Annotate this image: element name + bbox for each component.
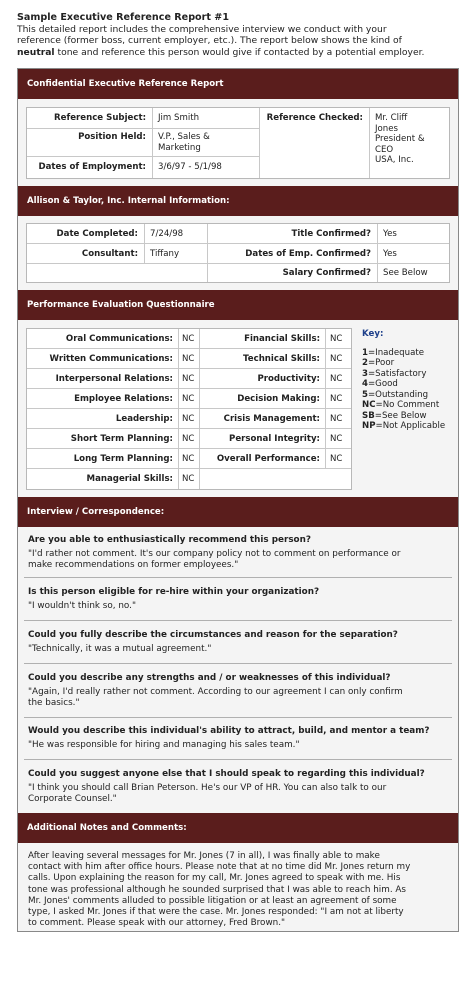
short-term-planning-label: Short Term Planning: <box>70 434 173 444</box>
key-title: Key: <box>362 329 384 339</box>
notes-line: Mr. Jones' comments alluded to possible litigation or at least an agreement of some <box>28 895 397 906</box>
answer-5-line-1: "He was responsible for hiring and managing his sales team." <box>28 740 300 750</box>
reference-checked-line: Jones <box>375 123 399 134</box>
personal-integrity-label: Personal Integrity: <box>229 434 320 444</box>
divider <box>24 717 452 718</box>
employee-relations-label: Employee Relations: <box>74 394 173 404</box>
reference-checked-line: CEO <box>375 144 394 155</box>
answer-1-line-2: make recommendations on former employees." <box>28 560 239 570</box>
long-term-planning-label: Long Term Planning: <box>73 454 173 464</box>
answer-4-line-2: the basics." <box>28 698 80 708</box>
answer-3-line-1: "Technically, it was a mutual agreement." <box>28 644 212 654</box>
interpersonal-relations-label: Interpersonal Relations: <box>55 374 173 384</box>
key-item: 1=Inadequate <box>362 347 424 358</box>
position-held-label: Position Held: <box>78 132 146 142</box>
intro-line-3-rest: tone and reference this person would give if contacted by a potential employer. <box>54 46 425 58</box>
leadership-label: Leadership: <box>115 414 173 424</box>
consultant-label: Consultant: <box>81 249 138 259</box>
internal-info-box <box>26 223 450 283</box>
employee-relations-value: NC <box>182 394 195 404</box>
intro-bold-word: neutral <box>17 46 55 58</box>
managerial-skills-value: NC <box>182 474 195 484</box>
short-term-planning-value: NC <box>182 434 195 444</box>
productivity-value: NC <box>330 374 343 384</box>
reference-subject-value: Jim Smith <box>158 113 200 123</box>
question-5: Would you describe this individual's ability to attract, build, and mentor a team? <box>28 726 430 736</box>
key-item: 2=Poor <box>362 358 395 368</box>
position-held-value <box>158 132 210 153</box>
question-1: Are you able to enthusiastically recommend this person? <box>28 535 311 545</box>
position-held-value-line-2: Marketing <box>158 142 201 153</box>
crisis-management-value: NC <box>330 414 343 424</box>
divider <box>24 663 452 664</box>
key-item: NP=Not Applicable <box>362 421 446 431</box>
reference-checked-label: Reference Checked: <box>266 113 363 123</box>
answer-4-line-1: "Again, I'd really rather not comment. According to our agreement I can only confirm <box>28 687 403 697</box>
section-header-interview: Interview / Correspondence: <box>18 497 458 527</box>
salary-confirmed-label: Salary Confirmed? <box>282 268 371 278</box>
key-item: 4=Good <box>362 379 398 389</box>
financial-skills-value: NC <box>330 334 343 344</box>
question-3: Could you fully describe the circumstances and reason for the separation? <box>28 630 398 640</box>
consultant-value: Tiffany <box>150 249 180 259</box>
reference-subject-box <box>26 107 450 179</box>
title-confirmed-value: Yes <box>383 229 397 239</box>
key-item: 3=Satisfactory <box>362 368 427 379</box>
managerial-skills-label: Managerial Skills: <box>86 474 173 484</box>
answer-6-line-1: "I think you should call Brian Peterson. He's our VP of HR. You can also talk to our <box>28 783 387 793</box>
question-4: Could you describe any strengths and / or weaknesses of this individual? <box>28 673 391 683</box>
reference-checked-line: Mr. Cliff <box>375 113 408 123</box>
salary-confirmed-value: See Below <box>383 268 428 278</box>
date-completed-label: Date Completed: <box>56 229 138 239</box>
dates-of-employment-label: Dates of Employment: <box>38 162 146 172</box>
additional-notes <box>28 851 448 929</box>
decision-making-label: Decision Making: <box>237 394 320 404</box>
overall-performance-label: Overall Performance: <box>216 454 320 464</box>
question-2: Is this person eligible for re-hire within your organization? <box>28 587 320 597</box>
productivity-label: Productivity: <box>257 374 320 384</box>
interpersonal-relations-value: NC <box>182 374 195 384</box>
reference-checked-line: President & <box>375 134 425 144</box>
financial-skills-label: Financial Skills: <box>244 334 320 344</box>
key-item: 5=Outstanding <box>362 389 429 400</box>
report-title: Sample Executive Reference Report #1 <box>17 12 230 23</box>
reference-subject-label: Reference Subject: <box>54 113 146 123</box>
oral-communications-value: NC <box>182 334 195 344</box>
intro-line-1: This detailed report includes the comprehensive interview we conduct with your <box>17 23 387 35</box>
notes-line: type, I asked Mr. Jones if that were the case. Mr. Jones responded: "I am not at liberty <box>28 907 404 918</box>
section-header-notes: Additional Notes and Comments: <box>18 813 458 843</box>
section-header-performance: Performance Evaluation Questionnaire <box>18 290 458 320</box>
question-6: Could you suggest anyone else that I should speak to regarding this individual? <box>28 769 425 779</box>
rating-key <box>362 329 445 432</box>
dates-confirmed-value: Yes <box>383 249 397 259</box>
date-completed-value: 7/24/98 <box>150 229 184 239</box>
leadership-value: NC <box>182 414 195 424</box>
reference-checked-value <box>375 113 425 166</box>
notes-line: contact with him after office hours. Please note that at no time did Mr. Jones return my <box>28 862 411 873</box>
divider <box>24 577 452 578</box>
answer-6-line-2: Corporate Counsel." <box>28 794 117 804</box>
answer-1-line-1: "I'd rather not comment. It's our company policy not to comment on performance or <box>28 549 401 559</box>
key-item: SB=See Below <box>362 410 427 421</box>
notes-line: tone was professional although he sounded surprised that I was able to reach him. As <box>28 884 407 895</box>
technical-skills-value: NC <box>330 354 343 364</box>
title-confirmed-label: Title Confirmed? <box>291 229 371 239</box>
divider <box>24 620 452 621</box>
dates-confirmed-label: Dates of Emp. Confirmed? <box>245 249 371 259</box>
intro-line-2: reference (former boss, current employer, etc.). The report below shows the kind of <box>17 35 402 46</box>
position-held-value-line-1: V.P., Sales & <box>158 132 210 142</box>
long-term-planning-value: NC <box>182 454 195 464</box>
crisis-management-label: Crisis Management: <box>223 414 320 424</box>
key-item: NC=No Comment <box>362 400 440 410</box>
performance-grid <box>26 328 352 490</box>
notes-line: calls. Upon explaining the reason for my call, Mr. Jones agreed to speak with me. His <box>28 873 401 884</box>
report-panel <box>17 68 459 932</box>
intro <box>17 12 462 58</box>
section-header-confidential: Confidential Executive Reference Report <box>18 69 458 99</box>
oral-communications-label: Oral Communications: <box>65 334 173 344</box>
decision-making-value: NC <box>330 394 343 404</box>
reference-checked-line: USA, Inc. <box>375 155 414 165</box>
intro-line-3 <box>17 47 462 59</box>
notes-line: After leaving several messages for Mr. Jones (7 in all), I was finally able to make <box>28 851 380 861</box>
answer-2-line-1: "I wouldn't think so, no." <box>28 601 136 611</box>
divider <box>24 759 452 760</box>
dates-of-employment-value: 3/6/97 - 5/1/98 <box>158 162 222 172</box>
written-communications-label: Written Communications: <box>49 354 173 364</box>
written-communications-value: NC <box>182 354 195 364</box>
overall-performance-value: NC <box>330 454 343 464</box>
section-header-internal: Allison & Taylor, Inc. Internal Information: <box>18 186 458 216</box>
notes-line: to comment. Please speak with our attorney, Fred Brown." <box>28 918 286 929</box>
personal-integrity-value: NC <box>330 434 343 444</box>
technical-skills-label: Technical Skills: <box>243 354 320 364</box>
